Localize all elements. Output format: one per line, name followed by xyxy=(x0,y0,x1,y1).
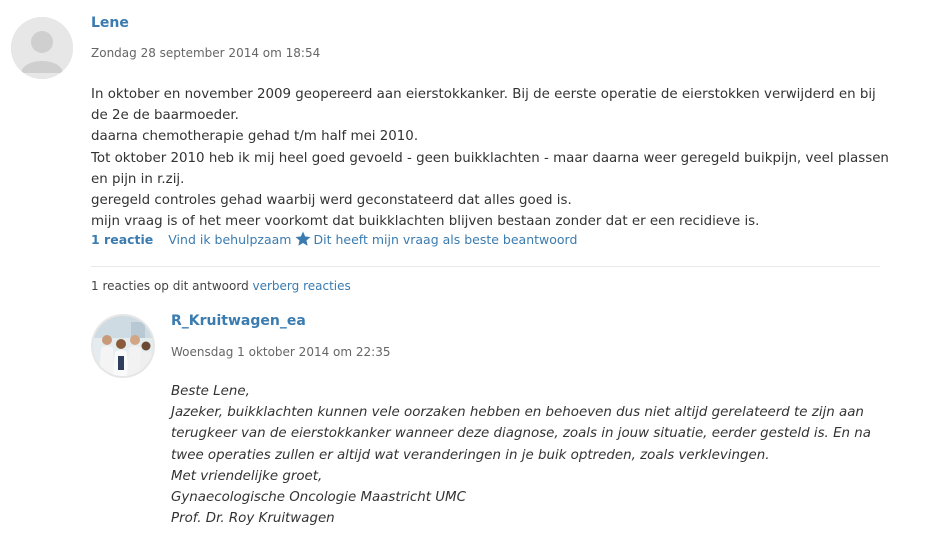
user-avatar-placeholder[interactable] xyxy=(11,17,73,79)
answer-actions xyxy=(91,230,577,248)
reply-author-avatar[interactable] xyxy=(93,316,153,376)
reply-author-link[interactable]: R_Kruitwagen_ea xyxy=(171,313,306,329)
answer-line: Tot oktober 2010 heb ik mij heel goed gevoeld - geen buikklachten - maar daarna weer geregeld buikpijn, veel plassen en pijn in r.zij. xyxy=(91,150,889,187)
helpful-link[interactable]: Vind ik behulpzaam xyxy=(168,231,292,247)
reactions-summary xyxy=(91,279,351,293)
reactions-count-text: 1 reacties op dit antwoord xyxy=(91,279,249,293)
answer-author-link[interactable]: Lene xyxy=(91,15,129,31)
reply-line: Prof. Dr. Roy Kruitwagen xyxy=(171,511,335,527)
doctors-photo-icon xyxy=(93,316,153,376)
divider xyxy=(91,266,880,267)
reply-line: Gynaecologische Oncologie Maastricht UMC xyxy=(171,490,466,506)
answer-line: mijn vraag is of het meer voorkomt dat buikklachten blijven bestaan zonder dat er een recidieve is. xyxy=(91,214,760,230)
reaction-count-link[interactable]: 1 reactie xyxy=(91,231,154,247)
reply-date: Woensdag 1 oktober 2014 om 22:35 xyxy=(171,345,391,359)
hide-reactions-link[interactable]: verberg reacties xyxy=(252,279,351,293)
reply-body xyxy=(171,381,891,529)
answer-line: daarna chemotherapie gehad t/m half mei 2010. xyxy=(91,129,419,145)
default-user-icon xyxy=(11,17,73,79)
answer-date: Zondag 28 september 2014 om 18:54 xyxy=(91,46,321,60)
reply-line: Met vriendelijke groet, xyxy=(171,468,323,484)
answer-line: geregeld controles gehad waarbij werd geconstateerd dat alles goed is. xyxy=(91,193,572,209)
answer-line: In oktober en november 2009 geopereerd aan eierstokkanker. Bij de eerste operatie de eierstokken verwijderd en bij de 2e de baarmoeder. xyxy=(91,87,876,124)
reply-line: Beste Lene, xyxy=(171,384,250,399)
star-icon[interactable] xyxy=(294,230,312,248)
best-answer-link[interactable]: Dit heeft mijn vraag als beste beantwoord xyxy=(313,231,578,247)
reply-line: Jazeker, buikklachten kunnen vele oorzaken hebben en behoeven dus niet altijd gerelateerd te zijn aan terugkeer van de eierstokkanker wanneer deze diagnose, zoals in jouw situatie, eerder gesteld is. En na twee operaties zullen er altijd wat veranderingen in je buik optreden, zoals verklevingen. xyxy=(171,405,871,463)
answer-body xyxy=(91,84,891,232)
